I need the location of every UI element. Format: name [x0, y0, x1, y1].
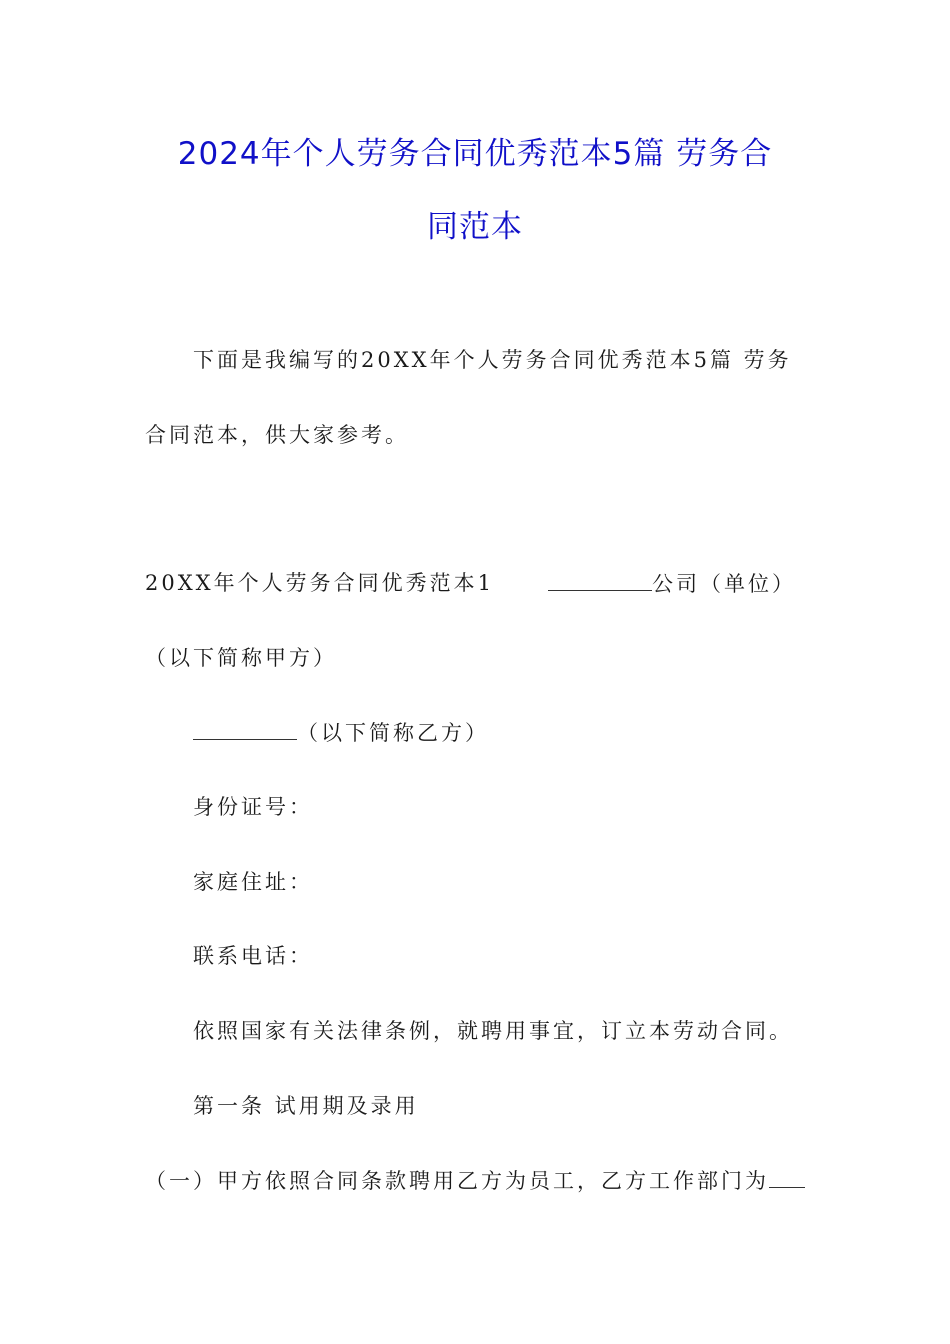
party-b-note: （以下简称乙方）: [297, 721, 489, 745]
party-b-line: [193, 717, 489, 748]
article-1-title: 第一条 试用期及录用: [193, 1094, 419, 1118]
home-address-label: 家庭住址：: [193, 870, 313, 894]
id-number-label: 身份证号：: [193, 795, 313, 819]
department-blank: [769, 1165, 805, 1188]
company-suffix: 公司（单位）: [652, 572, 796, 596]
article-1-item-1-text: （一）甲方依照合同条款聘用乙方为员工，乙方工作部门为: [145, 1169, 769, 1193]
phone-label: 联系电话：: [193, 944, 313, 968]
company-line: [548, 568, 796, 599]
intro-line-2: 合同范本，供大家参考。: [145, 423, 409, 447]
party-b-name-blank: [193, 717, 297, 740]
intro-line-1: 下面是我编写的20XX年个人劳务合同优秀范本5篇 劳务: [193, 348, 792, 372]
document-title-line-1: 2024年个人劳务合同优秀范本5篇 劳务合: [177, 136, 773, 172]
contract-basis: 依照国家有关法律条例，就聘用事宜，订立本劳动合同。: [193, 1019, 793, 1043]
section-heading-text: 20XX年个人劳务合同优秀范本1: [145, 571, 494, 595]
article-1-item-1: [145, 1165, 805, 1196]
party-a-note: （以下简称甲方）: [145, 646, 337, 670]
company-name-blank: [548, 568, 652, 591]
document-title-line-2: 同范本: [427, 209, 523, 245]
section-heading: [145, 568, 494, 598]
